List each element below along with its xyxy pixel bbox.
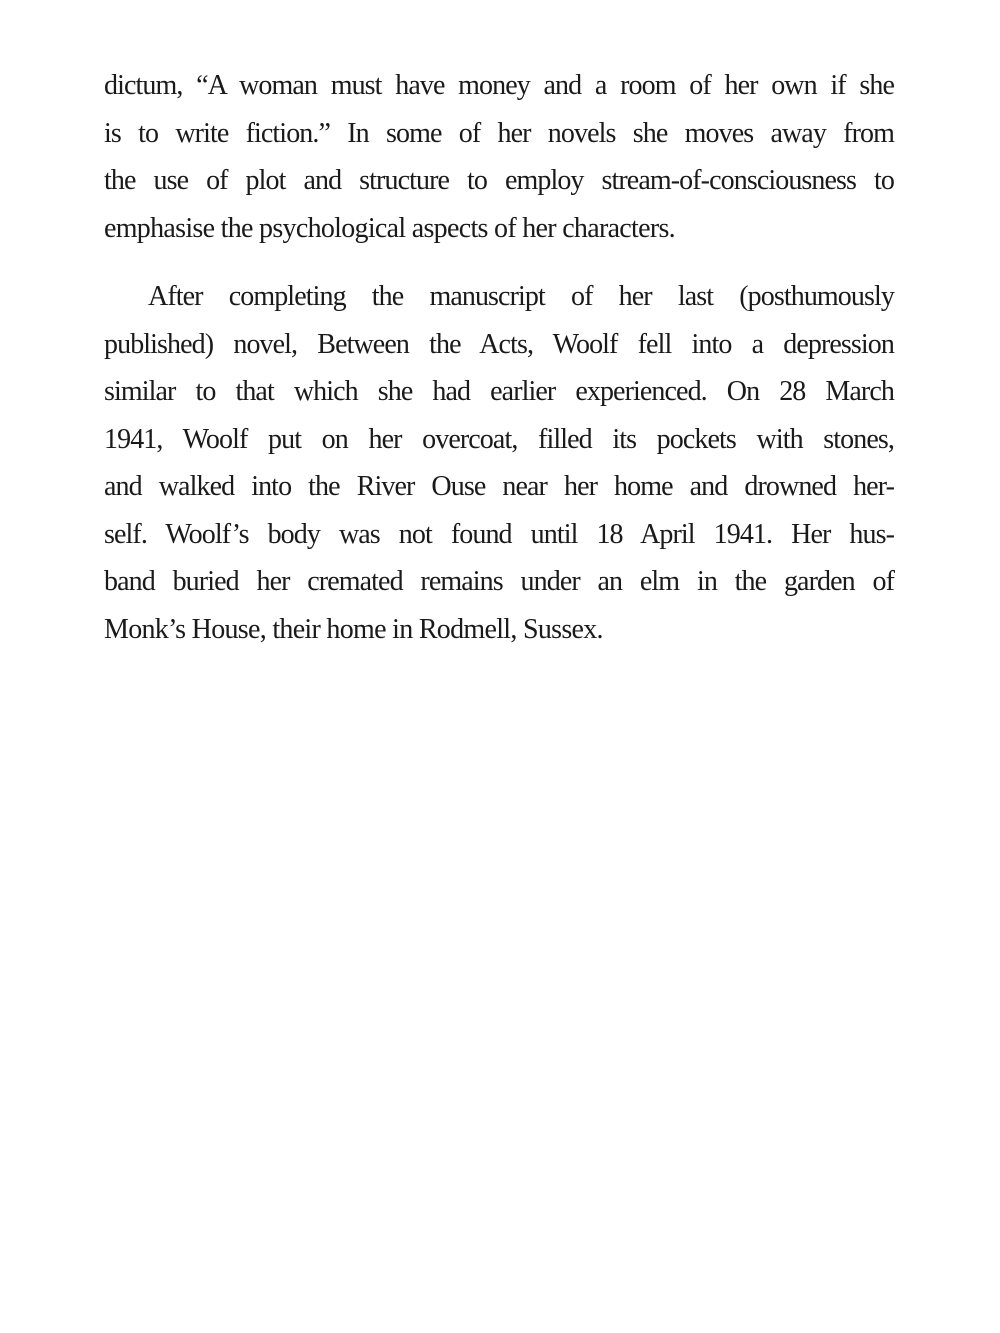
paragraph-2 [104,273,894,653]
text-line: and walked into the River Ouse near her home and drowned her- [104,471,894,502]
text-line: dictum, “A woman must have money and a room of her own if she [104,70,894,101]
text-line: After completing the manuscript of her last (posthumously [148,281,894,312]
paragraph-1 [104,62,894,252]
text-line: similar to that which she had earlier experienced. On 28 March [104,376,894,407]
text-line: self. Woolf’s body was not found until 18 April 1941. Her hus- [104,518,894,550]
page-text [104,62,894,653]
text-line: emphasise the psychological aspects of her characters. [104,212,675,244]
text-line: the use of plot and structure to employ stream-of-consciousness to [104,165,894,196]
text-line: band buried her cremated remains under an elm in the garden of [104,566,894,597]
text-line: Monk’s House, their home in Rodmell, Sussex. [104,613,603,645]
text-line: is to write fiction.” In some of her novels she moves away from [104,117,894,149]
text-line: published) novel, Between the Acts, Woolf fell into a depression [104,328,894,360]
text-line: 1941, Woolf put on her overcoat, filled its pockets with stones, [104,423,894,455]
